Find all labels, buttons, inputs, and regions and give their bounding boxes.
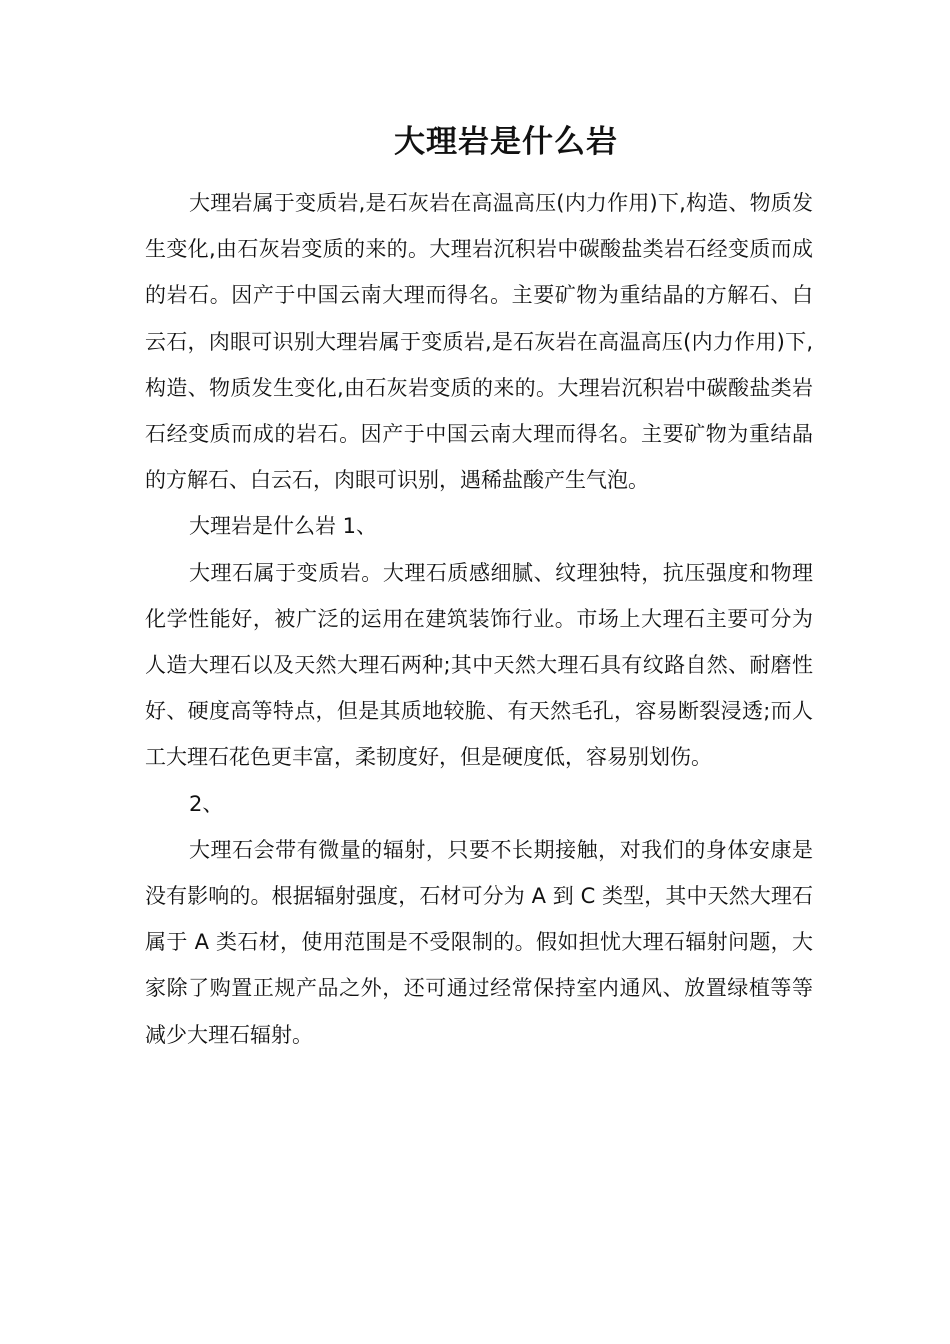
paragraph-intro: 大理岩属于变质岩,是石灰岩在高温高压(内力作用)下,构造、物质发生变化,由石灰岩变质的来的。大理岩沉积岩中碳酸盐类岩石经变质而成的岩石。因产于中国云南大理而得名。主要矿物为重结晶的方解石、白云石，肉眼可识别大理岩属于变质岩,是石灰岩在高温高压(内力作用)下,构造、物质发生变化,由石灰岩变质的来的。大理岩沉积岩中碳酸盐类岩石经变质而成的岩石。因产于中国云南大理而得名。主要矿物为重结晶的方解石、白云石，肉眼可识别，遇稀盐酸产生气泡。 bbox=[145, 191, 813, 493]
section-heading-2: 2、 bbox=[189, 791, 224, 816]
document-title: 大理岩是什么岩 bbox=[394, 124, 618, 160]
paragraph-section-2: 大理石会带有微量的辐射，只要不长期接触，对我们的身体安康是没有影响的。根据辐射强度，石材可分为 A 到 C 类型，其中天然大理石属于 A 类石材，使用范围是不受限制的。假如担忧大理石辐射问题，大家除了购置正规产品之外，还可通过经常保持室内通风、放置绿植等等减少大理石辐射。 bbox=[145, 837, 813, 1047]
document-body bbox=[145, 180, 813, 1058]
section-heading-1: 大理岩是什么岩 1、 bbox=[189, 514, 378, 539]
paragraph-section-1: 大理石属于变质岩。大理石质感细腻、纹理独特，抗压强度和物理化学性能好，被广泛的运用在建筑装饰行业。市场上大理石主要可分为人造大理石以及天然大理石两种;其中天然大理石具有纹路自然、耐磨性好、硬度高等特点，但是其质地较脆、有天然毛孔，容易断裂浸透;而人工大理石花色更丰富，柔韧度好，但是硬度低，容易别划伤。 bbox=[145, 560, 813, 770]
